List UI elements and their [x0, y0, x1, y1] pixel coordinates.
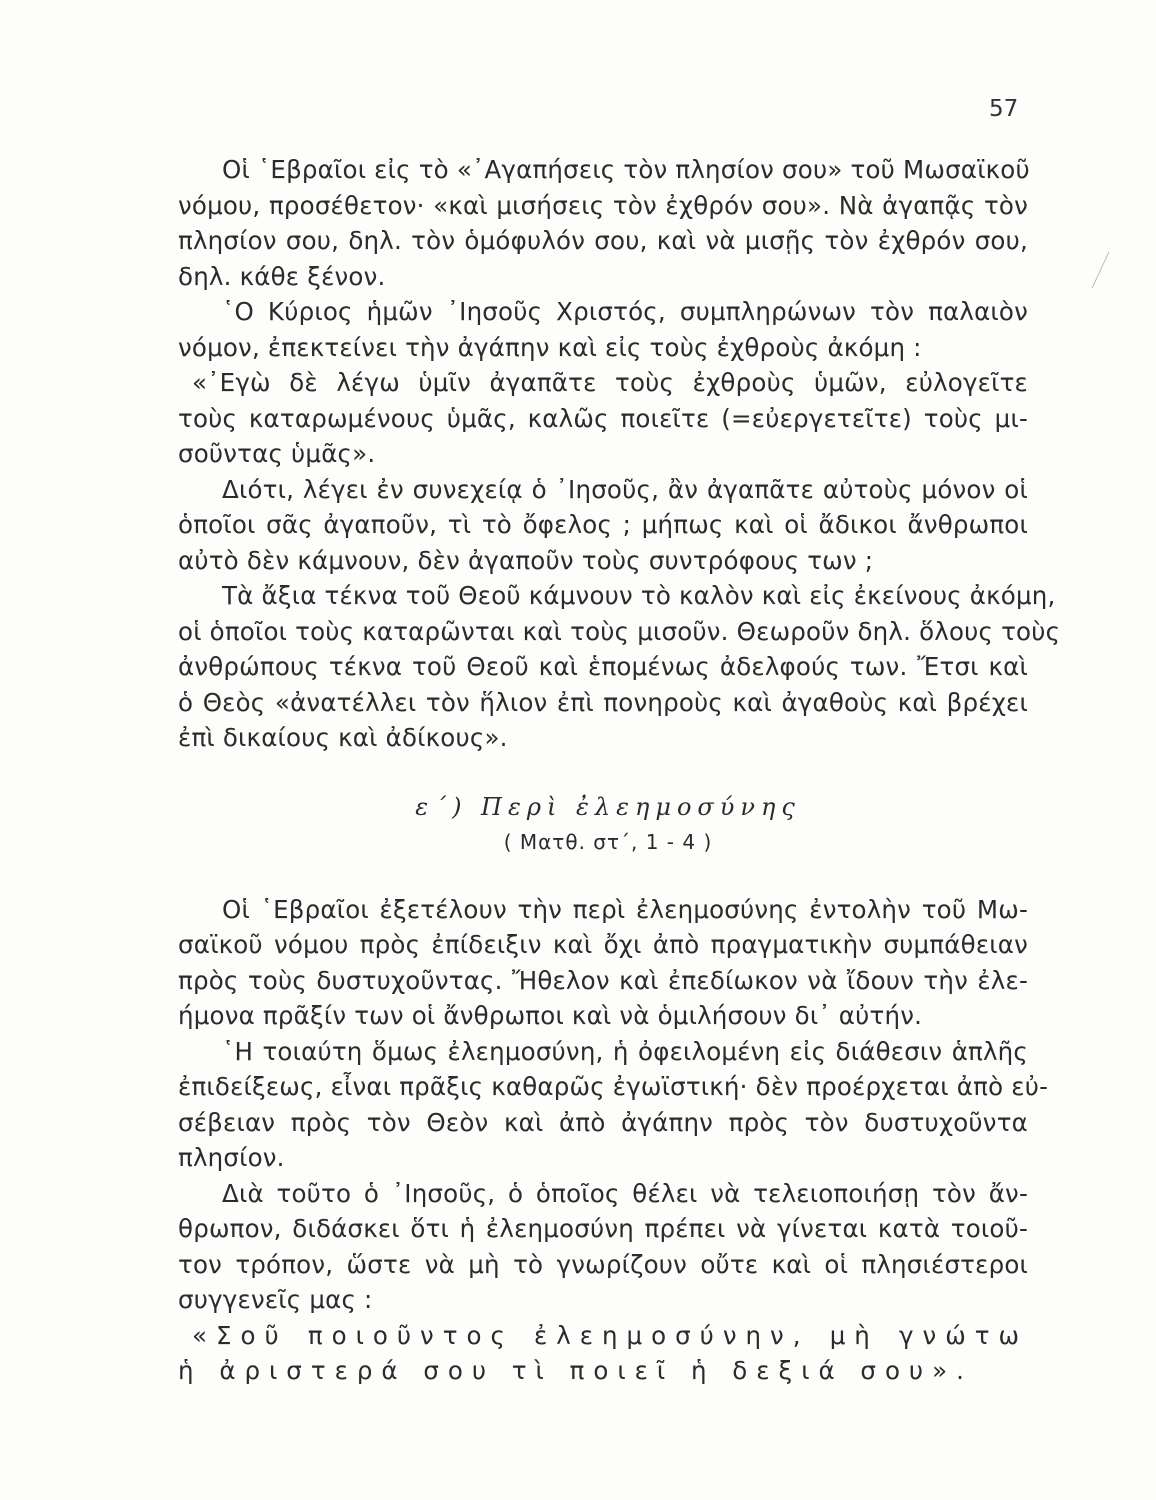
page-body [178, 152, 1061, 1389]
text-line: Διὰ τοῦτο ὁ ᾿Ιησοῦς, ὁ ὁποῖος θέλει νὰ τελειοποιήσῃ τὸν ἄν- [222, 1178, 1028, 1208]
margin-pencil-mark [1092, 252, 1110, 289]
text-line: ήμονα πρᾶξίν των οἱ ἄνθρωποι καὶ νὰ ὁμιλήσουν δι᾿ αὐτήν. [178, 1001, 923, 1030]
section-heading: ε΄) Περὶ ἐλεημοσύνης [415, 792, 801, 821]
paragraph [178, 1176, 1028, 1318]
text-line: πρὸς τοὺς δυστυχοῦντας. Ἤθελον καὶ ἐπεδίωκον νὰ ἴδουν τὴν ἐλε- [178, 965, 1028, 995]
text-line: σοῦντας ὑμᾶς». [178, 439, 376, 468]
text-line: σαϊκοῦ νόμου πρὸς ἐπίδειξιν καὶ ὄχι ἀπὸ πραγματικὴν συμπάθειαν [178, 930, 1028, 959]
text-line: θρωπον, διδάσκει ὅτι ἡ ἐλεημοσύνη πρέπει νὰ γίνεται κατὰ τοιοῦ- [178, 1214, 1028, 1243]
text-line: τοὺς καταρωμένους ὑμᾶς, καλῶς ποιεῖτε (=εὐεργετεῖτε) τοὺς μι- [178, 403, 1028, 433]
text-line: Τὰ ἄξια τέκνα τοῦ Θεοῦ κάμνουν τὸ καλὸν καὶ εἰς ἐκείνους ἀκόμη, [222, 581, 1056, 610]
paragraph [178, 152, 1028, 294]
paragraph [178, 472, 1028, 579]
text-line: ῾Ο Κύριος ἡμῶν ᾿Ιησοῦς Χριστός, συμπληρώνων τὸν παλαιὸν [222, 297, 1028, 326]
text-line: οἱ ὁποῖοι τοὺς καταρῶνται καὶ τοὺς μισοῦν. Θεωροῦν δηλ. ὅλους τοὺς [178, 616, 1061, 646]
text-line: τον τρόπον, ὥστε νὰ μὴ τὸ γνωρίζουν οὔτε καὶ οἱ πλησιέστεροι [178, 1249, 1028, 1279]
text-line: ὁ Θεὸς «ἀνατέλλει τὸν ἥλιον ἐπὶ πονηροὺς καὶ ἀγαθοὺς καὶ βρέχει [178, 687, 1028, 717]
text-line: συγγενεῖς μας : [178, 1285, 373, 1314]
text-line: «Σοῦ ποιοῦντος ἐλεημοσύνην, μὴ γνώτω [192, 1320, 1028, 1350]
text-line: ἀνθρώπους τέκνα τοῦ Θεοῦ καὶ ἑπομένως ἀδελφούς των. Ἔτσι καὶ [178, 652, 1028, 681]
section-reference: ( Ματθ. στ΄, 1 - 4 ) [503, 829, 713, 854]
text-line: ὁποῖοι σᾶς ἀγαποῦν, τὶ τὸ ὄφελος ; μήπως καὶ οἱ ἄδικοι ἄνθρωποι [178, 510, 1028, 539]
text-line: πλησίον σου, δηλ. τὸν ὁμόφυλόν σου, καὶ νὰ μισῇς τὸν ἐχθρόν σου, [178, 226, 1028, 255]
text-line: νόμον, ἐπεκτείνει τὴν ἀγάπην καὶ εἰς τοὺς ἐχθροὺς ἀκόμη : [178, 332, 922, 362]
text-line: ἐπὶ δικαίους καὶ ἀδίκους». [178, 723, 508, 752]
text-line: Οἱ ῾Εβραῖοι ἐξετέλουν τὴν περὶ ἐλεημοσύνης ἐντολὴν τοῦ Μω- [222, 894, 1028, 924]
text-line: νόμου, προσέθετον· «καὶ μισήσεις τὸν ἐχθρόν σου». Νὰ ἀγαπᾷς τὸν [178, 190, 1028, 220]
text-line: ῾Η τοιαύτη ὅμως ἐλεημοσύνη, ἡ ὀφειλομένη εἰς διάθεσιν ἁπλῆς [222, 1036, 1028, 1066]
text-line: ἡ ἀριστερά σου τὶ ποιεῖ ἡ δεξιά σου». [178, 1356, 973, 1385]
paragraph [178, 578, 1061, 756]
paragraph [178, 892, 1028, 1034]
quotation [178, 365, 1028, 472]
text-line: δηλ. κάθε ξένον. [178, 261, 386, 291]
text-line: Διότι, λέγει ἐν συνεχείᾳ ὁ ᾿Ιησοῦς, ἂν ἀγαπᾶτε αὐτοὺς μόνον οἱ [222, 474, 1028, 504]
text-line: σέβειαν πρὸς τὸν Θεὸν καὶ ἀπὸ ἀγάπην πρὸς τὸν δυστυχοῦντα [178, 1107, 1028, 1137]
quotation [178, 1318, 1028, 1389]
text-line: Οἱ ῾Εβραῖοι εἰς τὸ «᾿Αγαπήσεις τὸν πλησίον σου» τοῦ Μωσαϊκοῦ [222, 155, 1030, 184]
text-line: «᾿Εγὼ δὲ λέγω ὑμῖν ἀγαπᾶτε τοὺς ἐχθροὺς ὑμῶν, εὐλογεῖτε [192, 368, 1028, 397]
paragraph [178, 294, 1028, 365]
text-line: αὐτὸ δὲν κάμνουν, δὲν ἀγαποῦν τοὺς συντρόφους των ; [178, 545, 874, 575]
text-line: πλησίον. [178, 1143, 285, 1172]
page-number: 57 [989, 96, 1019, 122]
paragraph [178, 1034, 1049, 1176]
text-line: ἐπιδείξεως, εἶναι πρᾶξις καθαρῶς ἐγωϊστική· δὲν προέρχεται ἀπὸ εὐ- [178, 1072, 1049, 1101]
